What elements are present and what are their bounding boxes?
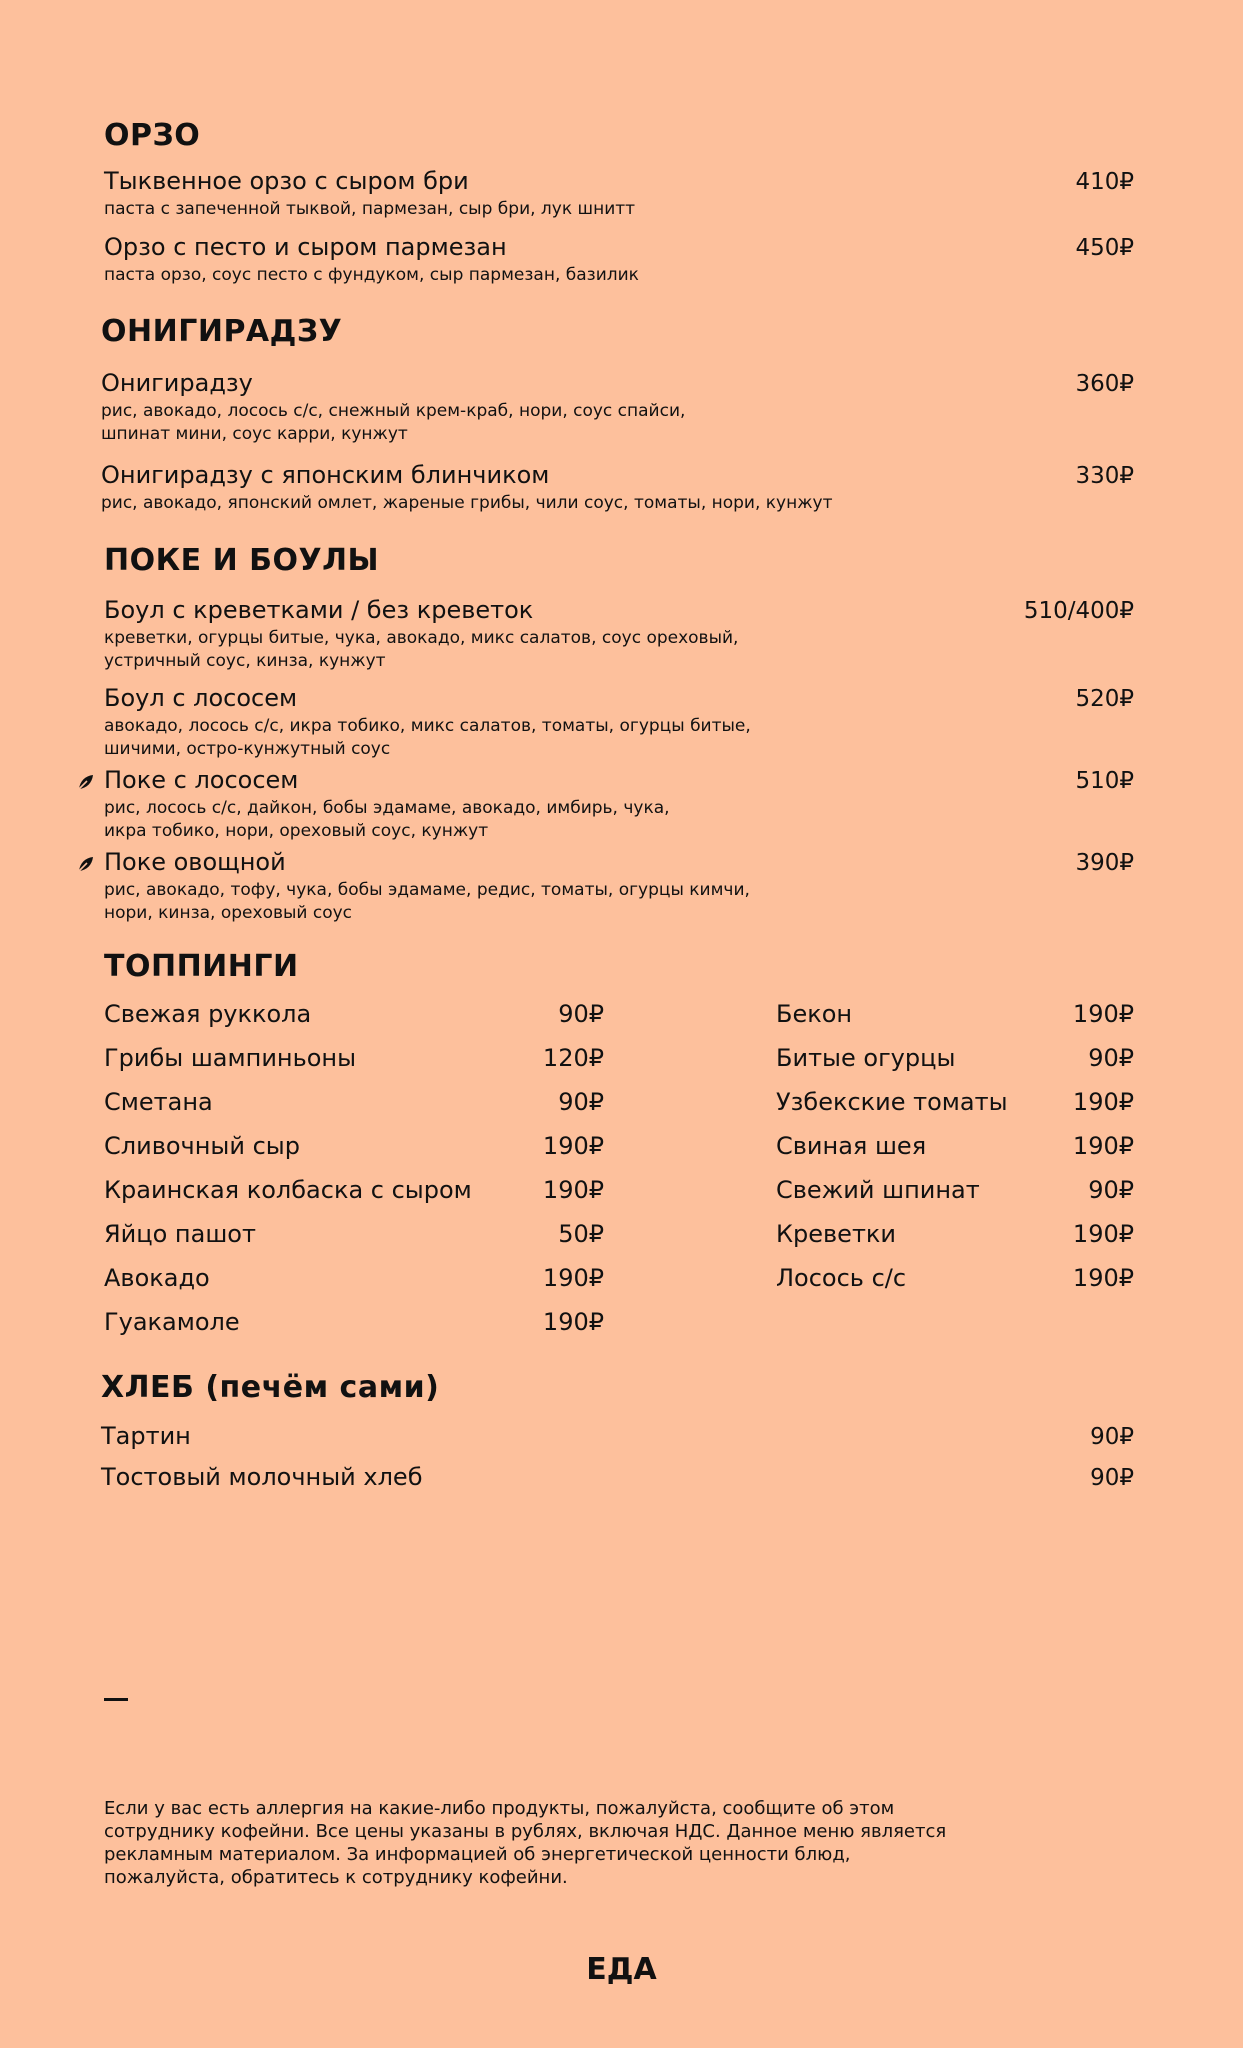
topping-price: 190₽ xyxy=(1072,1264,1134,1292)
topping-price: 90₽ xyxy=(558,1088,604,1116)
item-name: Тартин xyxy=(101,1422,191,1450)
section-title-poke: ПОКЕ И БОУЛЫ xyxy=(104,543,380,578)
item-name: Тостовый молочный хлеб xyxy=(101,1463,423,1491)
topping-price: 90₽ xyxy=(1088,1176,1134,1204)
section-title-toppings: ТОППИНГИ xyxy=(104,949,299,984)
topping-name: Сметана xyxy=(104,1088,213,1116)
section-title-bread: ХЛЕБ (печём сами) xyxy=(101,1370,440,1405)
section-title-onigiradzu: ОНИГИРАДЗУ xyxy=(101,314,343,349)
item-name: Онигирадзу с японским блинчиком xyxy=(101,461,550,489)
topping-price: 120₽ xyxy=(542,1044,604,1072)
topping-price: 190₽ xyxy=(542,1264,604,1292)
topping-row xyxy=(104,1088,604,1132)
item-name: Боул с лососем xyxy=(104,684,298,712)
topping-row xyxy=(776,1044,1134,1088)
menu-item xyxy=(101,368,1134,446)
leaf-icon xyxy=(76,772,96,792)
topping-row xyxy=(104,1308,604,1352)
divider xyxy=(104,1698,128,1701)
item-price: 90₽ xyxy=(1090,1424,1134,1450)
item-description: креветки, огурцы битые, чука, авокадо, микс салатов, соус ореховый, устричный соус, кинза, кунжут xyxy=(104,628,739,671)
menu-item xyxy=(104,166,1134,221)
item-price: 330₽ xyxy=(1075,463,1134,489)
item-description: авокадо, лосось с/с, икра тобико, микс салатов, томаты, огурцы битые, шичими, остро-кунжутный соус xyxy=(104,716,751,759)
allergy-disclaimer: Если у вас есть аллергия на какие-либо продукты, пожалуйста, сообщите об этом сотруднику кофейни. Все цены указаны в рублях, включая НДС. Данное меню является рекламным материалом. За информацией об энергетической ценности блюд, пожалуйста, обратитесь к сотруднику кофейни. xyxy=(104,1798,947,1888)
topping-row xyxy=(776,1220,1134,1264)
toppings-left-column xyxy=(104,1000,604,1352)
toppings-right-column xyxy=(776,1000,1134,1308)
item-price: 410₽ xyxy=(1075,169,1134,195)
topping-row xyxy=(776,1088,1134,1132)
item-description: рис, авокадо, японский омлет, жареные грибы, чили соус, томаты, нори, кунжут xyxy=(101,493,833,513)
topping-name: Свиная шея xyxy=(776,1132,927,1160)
topping-name: Сливочный сыр xyxy=(104,1132,300,1160)
menu-item xyxy=(104,847,1134,925)
topping-row xyxy=(104,1000,604,1044)
topping-row xyxy=(104,1044,604,1088)
topping-name: Авокадо xyxy=(104,1264,210,1292)
topping-name: Битые огурцы xyxy=(776,1044,956,1072)
topping-price: 50₽ xyxy=(558,1220,604,1248)
topping-row xyxy=(104,1264,604,1308)
menu-item xyxy=(104,765,1134,843)
item-description: рис, авокадо, лосось с/с, снежный крем-краб, нори, соус спайси, шпинат мини, соус карри, кунжут xyxy=(101,401,686,444)
topping-price: 90₽ xyxy=(558,1000,604,1028)
item-description: рис, лосось с/с, дайкон, бобы эдамаме, авокадо, имбирь, чука, икра тобико, нори, ореховый соус, кунжут xyxy=(104,798,670,841)
topping-name: Свежий шпинат xyxy=(776,1176,980,1204)
item-name: Тыквенное орзо с сыром бри xyxy=(104,167,469,195)
leaf-icon xyxy=(76,854,96,874)
topping-name: Свежая руккола xyxy=(104,1000,312,1028)
topping-row xyxy=(776,1132,1134,1176)
item-name: Боул с креветками / без креветок xyxy=(104,596,534,624)
menu-item xyxy=(101,1421,1134,1452)
menu-item xyxy=(104,683,1134,761)
menu-item xyxy=(104,595,1134,673)
topping-name: Краинская колбаска с сыром xyxy=(104,1176,472,1204)
topping-row xyxy=(104,1176,604,1220)
item-name: Онигирадзу xyxy=(101,369,253,397)
topping-name: Лосось с/с xyxy=(776,1264,907,1292)
topping-price: 190₽ xyxy=(1072,1220,1134,1248)
topping-name: Гуакамоле xyxy=(104,1308,240,1336)
item-price: 510₽ xyxy=(1075,768,1134,794)
item-description: паста орзо, соус песто с фундуком, сыр пармезан, базилик xyxy=(104,265,639,285)
topping-name: Бекон xyxy=(776,1000,853,1028)
topping-name: Яйцо пашот xyxy=(104,1220,256,1248)
item-price: 450₽ xyxy=(1075,235,1134,261)
item-name: Поке с лососем xyxy=(104,766,299,794)
item-price: 520₽ xyxy=(1075,686,1134,712)
topping-name: Креветки xyxy=(776,1220,897,1248)
item-description: рис, авокадо, тофу, чука, бобы эдамаме, редис, томаты, огурцы кимчи, нори, кинза, ореховый соус xyxy=(104,880,750,923)
menu-item xyxy=(101,1462,1134,1493)
topping-price: 90₽ xyxy=(1088,1044,1134,1072)
item-price: 390₽ xyxy=(1075,850,1134,876)
menu-item xyxy=(101,460,1134,515)
topping-name: Грибы шампиньоны xyxy=(104,1044,357,1072)
item-description: паста с запеченной тыквой, пармезан, сыр бри, лук шнитт xyxy=(104,199,636,219)
topping-price: 190₽ xyxy=(542,1132,604,1160)
menu-item xyxy=(104,232,1134,287)
item-price: 360₽ xyxy=(1075,371,1134,397)
section-title-orzo: ОРЗО xyxy=(104,118,201,153)
topping-price: 190₽ xyxy=(542,1308,604,1336)
topping-price: 190₽ xyxy=(1072,1000,1134,1028)
item-price: 90₽ xyxy=(1090,1465,1134,1491)
topping-row xyxy=(104,1220,604,1264)
topping-row xyxy=(104,1132,604,1176)
topping-price: 190₽ xyxy=(542,1176,604,1204)
item-name: Поке овощной xyxy=(104,848,286,876)
topping-row xyxy=(776,1000,1134,1044)
item-price: 510/400₽ xyxy=(1023,598,1134,624)
topping-price: 190₽ xyxy=(1072,1088,1134,1116)
topping-row xyxy=(776,1176,1134,1220)
topping-name: Узбекские томаты xyxy=(776,1088,1008,1116)
topping-price: 190₽ xyxy=(1072,1132,1134,1160)
topping-row xyxy=(776,1264,1134,1308)
item-name: Орзо с песто и сыром пармезан xyxy=(104,233,507,261)
footer-title: ЕДА xyxy=(586,1952,657,1987)
